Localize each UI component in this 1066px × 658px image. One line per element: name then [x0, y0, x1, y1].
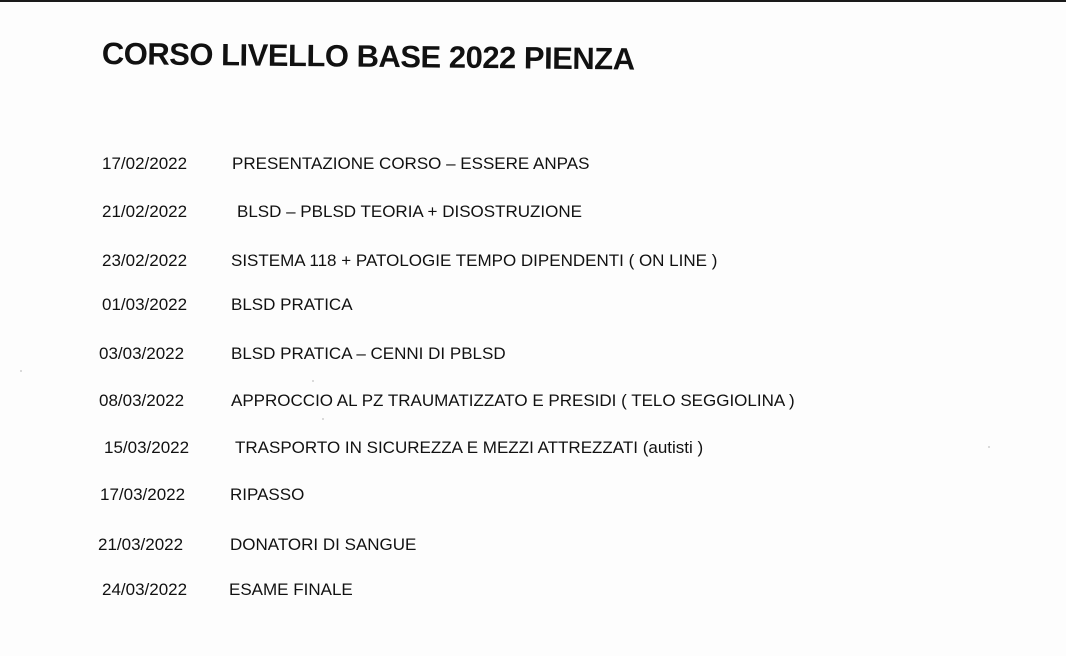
schedule-row [0, 342, 1066, 366]
schedule-date: 24/03/2022 [102, 580, 188, 599]
schedule-date: 08/03/2022 [99, 391, 185, 410]
schedule-event: ESAME FINALE [229, 580, 353, 599]
schedule-row [0, 389, 1066, 413]
schedule-row [0, 293, 1066, 317]
schedule-row [0, 152, 1066, 176]
scan-speck [20, 370, 22, 372]
document-title: CORSO LIVELLO BASE 2022 PIENZA [101, 36, 635, 77]
schedule-event: BLSD – PBLSD TEORIA + DISOSTRUZIONE [237, 202, 582, 221]
schedule-date: 21/03/2022 [98, 535, 184, 554]
schedule-event: APPROCCIO AL PZ TRAUMATIZZATO E PRESIDI ( TELO SEGGIOLINA ) [231, 391, 795, 410]
schedule-row [0, 436, 1066, 460]
schedule-row [0, 200, 1066, 224]
schedule-event: BLSD PRATICA [231, 295, 353, 314]
schedule-date: 23/02/2022 [102, 251, 188, 270]
schedule-event: PRESENTAZIONE CORSO – ESSERE ANPAS [232, 154, 590, 173]
schedule-row [0, 249, 1066, 273]
schedule-row [0, 483, 1066, 507]
schedule-event: SISTEMA 118 + PATOLOGIE TEMPO DIPENDENTI ( ON LINE ) [231, 251, 718, 270]
schedule-row [0, 533, 1066, 557]
schedule-row [0, 578, 1066, 602]
scan-speck [312, 380, 314, 382]
course-schedule [0, 2, 1066, 658]
schedule-date: 03/03/2022 [99, 344, 185, 363]
schedule-date: 17/03/2022 [100, 485, 186, 504]
scan-speck [988, 446, 990, 448]
schedule-date: 21/02/2022 [102, 202, 188, 221]
schedule-date: 17/02/2022 [102, 154, 188, 173]
schedule-date: 01/03/2022 [102, 295, 188, 314]
schedule-date: 15/03/2022 [104, 438, 190, 457]
scan-speck [322, 418, 324, 420]
schedule-event: TRASPORTO IN SICUREZZA E MEZZI ATTREZZATI (autisti ) [235, 438, 704, 457]
schedule-event: BLSD PRATICA – CENNI DI PBLSD [231, 344, 506, 363]
schedule-event: RIPASSO [230, 485, 305, 504]
schedule-event: DONATORI DI SANGUE [230, 535, 417, 554]
